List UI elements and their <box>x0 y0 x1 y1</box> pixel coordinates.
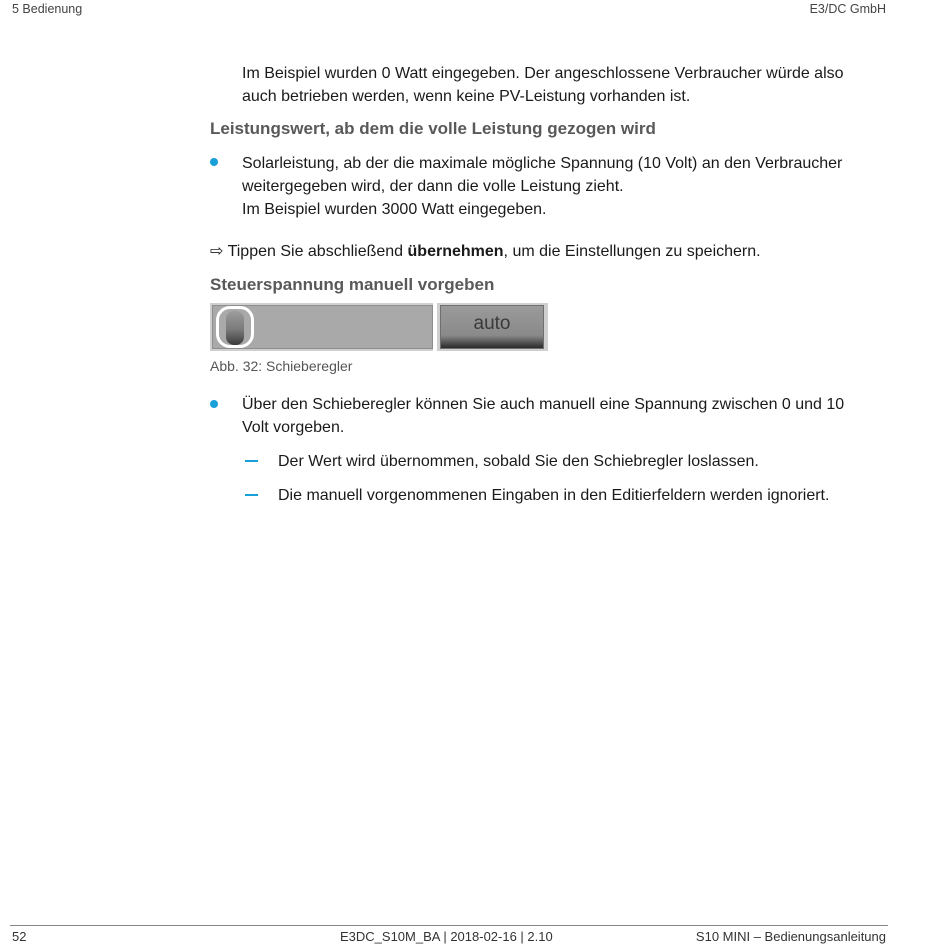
heading-full-power: Leistungswert, ab dem die volle Leistung gezogen wird <box>210 119 656 138</box>
bullet-slider-text <box>242 393 882 439</box>
intro-paragraph: Im Beispiel wurden 0 Watt eingegeben. Der angeschlossene Verbraucher würde also auch betrieben werden, wenn keine PV-Leistung vorhanden ist. <box>242 65 844 105</box>
bullet-marker <box>210 158 218 166</box>
instruction-bold: übernehmen <box>407 243 504 260</box>
footer-divider <box>10 925 888 926</box>
dash-marker <box>245 494 258 496</box>
header-section: 5 Bedienung <box>12 2 83 16</box>
arrow-icon: ⇨ <box>210 243 224 260</box>
heading-manual: Steuerspannung manuell vorgeben <box>210 275 495 294</box>
page-number: 52 <box>12 929 27 944</box>
instruction-prefix: Tippen Sie abschließend <box>227 243 408 260</box>
bullet-solar-line3: Im Beispiel wurden 3000 Watt eingegeben. <box>242 201 547 218</box>
instruction-suffix: , um die Einstellungen zu speichern. <box>503 243 761 260</box>
document-id: E3DC_S10M_BA | 2018-02-16 | 2.10 <box>340 929 553 944</box>
bullet-solar-text <box>242 152 882 221</box>
bullet-slider-line2: Volt vorgeben. <box>242 419 345 436</box>
dash-marker <box>245 460 258 462</box>
bullet-marker <box>210 400 218 408</box>
bullet-slider-line1: Über den Schieberegler können Sie auch manuell eine Spannung zwischen 0 und 10 <box>242 396 845 413</box>
bullet-solar-line1: Solarleistung, ab der die maximale mögliche Spannung (10 Volt) an den Verbraucher <box>242 155 843 172</box>
auto-button[interactable]: auto <box>440 305 544 349</box>
slider-knob[interactable] <box>216 306 254 348</box>
dash-item-2: Die manuell vorgenommenen Eingaben in den Editierfeldern werden ignoriert. <box>278 487 830 504</box>
figure-caption: Abb. 32: Schieberegler <box>210 358 353 374</box>
slider-separator <box>433 303 437 351</box>
document-title: S10 MINI – Bedienungsanleitung <box>695 929 886 944</box>
bullet-solar-line2: weitergegeben wird, der dann die volle Leistung zieht. <box>242 178 624 195</box>
slider-knob-grip <box>226 311 244 345</box>
header-company: E3/DC GmbH <box>809 2 886 16</box>
instruction-line <box>210 240 761 263</box>
dash-item-1: Der Wert wird übernommen, sobald Sie den Schiebregler loslassen. <box>278 453 759 470</box>
voltage-slider-widget <box>210 303 548 351</box>
